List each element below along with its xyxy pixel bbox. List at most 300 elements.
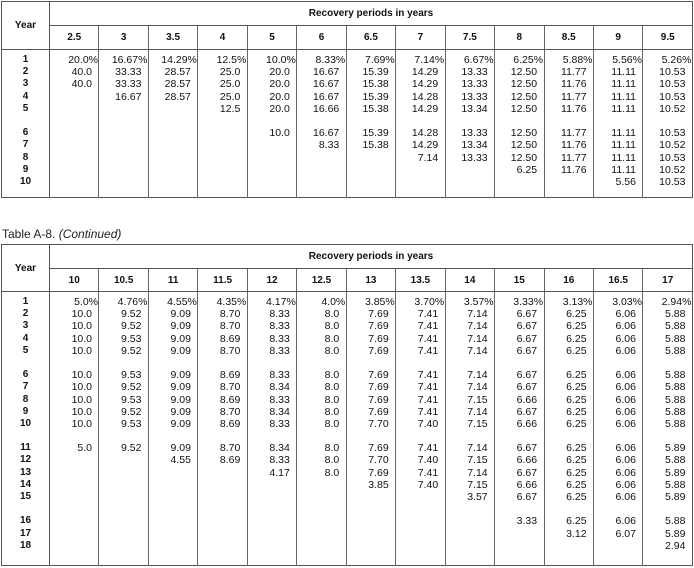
depreciation-rate-value: 10.0	[71, 393, 92, 406]
depreciation-rate-value: 9.52	[121, 308, 142, 321]
year-label: 5	[22, 102, 29, 114]
year-label: 7	[22, 139, 29, 151]
year-column-header: Year	[2, 245, 50, 292]
depreciation-rate-value: 5.88%	[562, 54, 593, 66]
depreciation-rate-value: 12.50	[510, 66, 538, 79]
depreciation-rate-value: 10.53	[659, 78, 686, 91]
depreciation-rate-value: 11.11	[611, 102, 636, 115]
year-label: 11	[20, 442, 31, 454]
depreciation-rate-value: 10.52	[659, 163, 686, 176]
depreciation-rate-value: 11.77	[561, 151, 587, 164]
depreciation-rate-value: 8.0	[324, 344, 340, 357]
period-column-header: 8.5	[544, 26, 593, 50]
depreciation-rate-value: 13.34	[461, 139, 488, 152]
depreciation-rate-value: 5.88	[665, 381, 686, 394]
depreciation-rate-value: 3.57	[467, 491, 488, 503]
depreciation-rate-value: 3.33	[516, 515, 538, 528]
period-column-header: 11.5	[198, 269, 247, 292]
depreciation-rate-value: 5.88	[665, 332, 686, 345]
depreciation-rate-value: 8.33	[269, 320, 290, 333]
depreciation-rate-value: 5.89	[665, 491, 686, 503]
depreciation-rate-value: 9.52	[121, 405, 142, 418]
period-values-column	[445, 292, 494, 566]
year-label: 9	[22, 163, 29, 175]
depreciation-rate-value: 20.0	[269, 66, 290, 79]
depreciation-rate-value: 16.67	[115, 90, 142, 103]
period-values-column	[198, 292, 247, 566]
depreciation-rate-value: 16.67	[312, 66, 340, 79]
depreciation-rate-value: 5.88	[665, 393, 686, 406]
depreciation-rate-value: 10.52	[659, 102, 686, 115]
depreciation-rate-value: 40.0	[71, 66, 92, 79]
year-label: 4	[22, 332, 29, 344]
depreciation-rate-value: 6.06	[615, 405, 636, 418]
depreciation-rate-value: 11.11	[611, 66, 636, 79]
depreciation-rate-value: 10.53	[659, 175, 686, 188]
depreciation-rate-value: 6.06	[615, 491, 636, 503]
depreciation-rate-value: 6.25	[566, 466, 587, 479]
depreciation-rate-value: 4.35%	[216, 296, 247, 308]
depreciation-rate-value: 7.70	[368, 454, 389, 467]
depreciation-rate-value: 11.11	[611, 151, 636, 164]
depreciation-rate-value: 15.39	[362, 66, 389, 79]
depreciation-rate-value: 6.67	[516, 320, 538, 333]
depreciation-rate-value: 5.88	[665, 478, 686, 491]
year-label: 1	[22, 54, 29, 65]
depreciation-rate-value: 8.0	[324, 308, 340, 321]
depreciation-rate-value: 6.67	[516, 344, 538, 357]
depreciation-rate-value: 6.06	[615, 320, 636, 333]
depreciation-rate-value: 11.76	[561, 78, 587, 91]
depreciation-rate-value: 6.06	[615, 478, 636, 491]
period-values-column	[198, 50, 247, 198]
year-label: 8	[22, 151, 29, 163]
depreciation-rate-value: 16.66	[312, 102, 340, 115]
depreciation-rate-value: 2.94	[665, 539, 686, 552]
depreciation-rate-value: 7.69	[368, 320, 389, 333]
depreciation-rate-value: 6.25	[566, 369, 587, 382]
depreciation-rate-value: 10.52	[659, 139, 686, 152]
depreciation-rate-value: 33.33	[115, 78, 142, 91]
depreciation-rate-value: 6.67%	[463, 54, 494, 66]
caption-continued: (Continued)	[58, 227, 122, 241]
depreciation-rate-value: 11.77	[561, 127, 587, 140]
depreciation-rate-value: 7.14	[467, 405, 488, 418]
depreciation-rate-value: 6.25	[566, 308, 587, 321]
depreciation-rate-value: 6.25	[566, 405, 587, 418]
depreciation-rate-value: 7.14	[467, 381, 488, 394]
depreciation-rate-value: 25.0	[219, 90, 241, 103]
depreciation-rate-value: 9.09	[170, 442, 191, 455]
depreciation-rate-value: 11.76	[561, 139, 587, 152]
depreciation-rate-value: 12.5	[219, 102, 241, 115]
depreciation-rate-value: 5.0	[77, 442, 92, 455]
depreciation-rate-value: 6.06	[615, 417, 636, 430]
period-values-column	[99, 292, 148, 566]
depreciation-rate-value: 11.11	[611, 127, 636, 140]
depreciation-rate-value: 6.67	[516, 491, 538, 503]
depreciation-rate-value: 7.41	[417, 308, 439, 321]
depreciation-rate-value: 7.15	[467, 478, 488, 491]
depreciation-rate-value: 9.53	[121, 393, 142, 406]
period-values-column	[495, 50, 544, 198]
depreciation-rate-value: 7.40	[417, 454, 439, 467]
depreciation-rate-value: 7.15	[467, 454, 488, 467]
year-label: 8	[22, 393, 29, 405]
period-values-column	[643, 50, 693, 198]
year-label: 12	[19, 454, 32, 466]
depreciation-rate-value: 4.0%	[321, 296, 346, 308]
year-column	[2, 50, 50, 198]
depreciation-rate-value: 5.88	[665, 454, 686, 467]
depreciation-rate-value: 7.15	[467, 417, 488, 430]
depreciation-rate-value: 7.41	[417, 405, 439, 418]
depreciation-rate-value: 4.17	[269, 466, 290, 479]
depreciation-rate-value: 10.53	[659, 127, 686, 140]
depreciation-rate-value: 5.26%	[661, 54, 692, 66]
depreciation-rate-value: 6.06	[615, 466, 636, 479]
year-label: 3	[22, 320, 29, 332]
depreciation-rate-value: 5.89	[665, 442, 686, 455]
depreciation-rate-value: 10.0	[71, 344, 92, 357]
depreciation-rate-value: 6.25	[566, 515, 587, 528]
depreciation-rate-value: 7.15	[467, 393, 488, 406]
period-column-header: 3.5	[148, 26, 197, 50]
depreciation-rate-value: 14.29	[411, 66, 439, 79]
depreciation-rate-value: 6.25	[566, 491, 587, 503]
depreciation-rate-value: 8.70	[219, 308, 241, 321]
depreciation-rate-value: 9.09	[170, 405, 191, 418]
depreciation-rate-value: 6.67	[516, 332, 538, 345]
depreciation-rate-value: 7.14%	[414, 54, 445, 66]
depreciation-rate-value: 8.70	[219, 344, 241, 357]
depreciation-rate-value: 9.52	[121, 381, 142, 394]
depreciation-rate-value: 10.0	[71, 332, 92, 345]
depreciation-rate-value: 7.14	[417, 151, 439, 164]
depreciation-rate-value: 2.94%	[661, 296, 692, 308]
depreciation-rate-value: 11.76	[561, 102, 587, 115]
depreciation-rate-value: 9.52	[121, 344, 142, 357]
depreciation-rate-value: 5.56	[615, 175, 636, 188]
depreciation-rate-value: 9.53	[121, 417, 142, 430]
depreciation-rate-value: 13.33	[461, 151, 488, 164]
depreciation-rate-value: 13.33	[461, 127, 488, 140]
depreciation-rate-value: 10.0	[71, 369, 92, 382]
depreciation-rate-value: 7.41	[417, 320, 439, 333]
period-column-header: 8	[495, 26, 544, 50]
depreciation-rate-value: 9.09	[170, 308, 191, 321]
recovery-periods-header: Recovery periods in years	[50, 245, 693, 269]
depreciation-rate-value: 13.33	[461, 66, 488, 79]
year-label: 6	[22, 127, 29, 139]
depreciation-rate-value: 10.53	[659, 151, 686, 164]
depreciation-rate-value: 10.53	[659, 90, 686, 103]
period-values-column	[247, 50, 296, 198]
depreciation-table-part2	[1, 244, 693, 566]
depreciation-rate-value: 6.67	[516, 442, 538, 455]
depreciation-rate-value: 8.70	[219, 381, 241, 394]
depreciation-rate-value: 5.88	[665, 308, 686, 321]
depreciation-rate-value: 7.41	[417, 393, 439, 406]
depreciation-rate-value: 3.12	[566, 527, 587, 540]
depreciation-rate-value: 14.29%	[161, 54, 197, 66]
depreciation-rate-value: 8.33	[269, 393, 290, 406]
year-label: 2	[22, 66, 29, 78]
depreciation-rate-value: 14.29	[411, 102, 439, 115]
depreciation-rate-value: 28.57	[164, 90, 191, 103]
depreciation-rate-value: 11.11	[611, 139, 636, 152]
depreciation-rate-value: 6.25	[566, 332, 587, 345]
depreciation-rate-value: 12.50	[510, 127, 538, 140]
depreciation-rate-value: 6.66	[516, 478, 538, 491]
depreciation-rate-value: 8.33	[269, 454, 290, 467]
year-label: 7	[22, 381, 29, 393]
period-column-header: 11	[148, 269, 197, 292]
depreciation-rate-value: 6.25	[566, 320, 587, 333]
depreciation-rate-value: 8.69	[219, 417, 241, 430]
depreciation-rate-value: 9.09	[170, 332, 191, 345]
period-column-header: 2.5	[50, 26, 99, 50]
depreciation-rate-value: 6.25	[566, 381, 587, 394]
depreciation-rate-value: 12.50	[510, 78, 538, 91]
depreciation-rate-value: 7.41	[417, 381, 439, 394]
year-label: 15	[19, 491, 32, 502]
depreciation-rate-value: 6.07	[615, 527, 636, 540]
period-column-header: 7.5	[445, 26, 494, 50]
depreciation-rate-value: 11.76	[561, 163, 587, 176]
depreciation-rate-value: 6.25	[566, 454, 587, 467]
period-values-column	[346, 292, 395, 566]
depreciation-rate-value: 4.55	[170, 454, 191, 467]
year-column	[2, 292, 50, 566]
depreciation-rate-value: 6.66	[516, 454, 538, 467]
depreciation-rate-value: 12.50	[510, 151, 538, 164]
depreciation-rate-value: 6.67	[516, 466, 538, 479]
depreciation-rate-value: 15.39	[362, 90, 389, 103]
year-label: 16	[19, 515, 32, 527]
recovery-periods-header: Recovery periods in years	[50, 2, 693, 26]
depreciation-rate-value: 5.0%	[74, 296, 98, 308]
depreciation-rate-value: 8.0	[324, 393, 340, 406]
depreciation-rate-value: 10.53	[659, 66, 686, 79]
period-values-column	[544, 50, 593, 198]
year-label: 9	[22, 405, 29, 417]
depreciation-rate-value: 15.38	[362, 139, 389, 152]
year-label: 10	[19, 175, 32, 187]
depreciation-rate-value: 8.69	[219, 332, 241, 345]
depreciation-rate-value: 6.25	[566, 478, 587, 491]
period-column-header: 13.5	[396, 269, 445, 292]
depreciation-rate-value: 6.66	[516, 393, 538, 406]
depreciation-rate-value: 7.40	[417, 478, 439, 491]
depreciation-rate-value: 8.0	[324, 442, 340, 455]
depreciation-rate-value: 5.89	[665, 466, 686, 479]
depreciation-rate-value: 9.53	[121, 369, 142, 382]
depreciation-rate-value: 10.0	[71, 308, 92, 321]
year-label: 2	[22, 308, 29, 320]
depreciation-rate-value: 10.0	[71, 417, 92, 430]
depreciation-rate-value: 8.69	[219, 393, 241, 406]
depreciation-rate-value: 7.69	[368, 381, 389, 394]
depreciation-rate-value: 3.03%	[612, 296, 642, 308]
period-values-column	[643, 292, 693, 566]
depreciation-rate-value: 7.41	[417, 442, 439, 455]
depreciation-rate-value: 20.0%	[68, 54, 98, 66]
period-values-column	[297, 292, 346, 566]
depreciation-rate-value: 8.34	[269, 405, 290, 418]
depreciation-rate-value: 5.88	[665, 515, 686, 528]
depreciation-rate-value: 6.25	[566, 393, 587, 406]
depreciation-rate-value: 4.55%	[167, 296, 197, 308]
depreciation-rate-value: 9.09	[170, 369, 191, 382]
depreciation-rate-value: 9.09	[170, 417, 191, 430]
year-label: 17	[19, 527, 32, 539]
depreciation-rate-value: 6.66	[516, 417, 538, 430]
period-values-column	[396, 292, 445, 566]
depreciation-rate-value: 6.06	[615, 332, 636, 345]
depreciation-rate-value: 3.33%	[513, 296, 544, 308]
depreciation-rate-value: 9.09	[170, 381, 191, 394]
depreciation-rate-value: 8.69	[219, 369, 241, 382]
depreciation-rate-value: 16.67%	[111, 54, 148, 66]
depreciation-rate-value: 8.0	[324, 369, 340, 382]
period-values-column	[495, 292, 544, 566]
depreciation-rate-value: 8.33	[269, 308, 290, 321]
depreciation-rate-value: 25.0	[219, 78, 241, 91]
depreciation-rate-value: 8.69	[219, 454, 241, 467]
depreciation-rate-value: 3.70%	[414, 296, 445, 308]
period-values-column	[346, 50, 395, 198]
year-label: 3	[22, 78, 29, 90]
period-column-header: 6	[297, 26, 346, 50]
depreciation-rate-value: 8.0	[324, 332, 340, 345]
depreciation-rate-value: 8.0	[324, 454, 340, 467]
depreciation-rate-value: 15.38	[362, 102, 389, 115]
period-values-column	[544, 292, 593, 566]
depreciation-rate-value: 9.52	[121, 442, 142, 455]
depreciation-rate-value: 5.56%	[612, 54, 642, 66]
table-caption	[2, 227, 121, 241]
depreciation-rate-value: 7.41	[417, 466, 439, 479]
depreciation-rate-value: 10.0	[71, 320, 92, 333]
depreciation-rate-value: 10.0	[71, 405, 92, 418]
depreciation-rate-value: 9.09	[170, 320, 191, 333]
depreciation-rate-value: 13.33	[461, 90, 488, 103]
depreciation-rate-value: 6.06	[615, 442, 636, 455]
depreciation-rate-value: 12.5%	[216, 54, 247, 66]
period-values-column	[50, 50, 99, 198]
depreciation-rate-value: 28.57	[164, 66, 191, 79]
depreciation-rate-value: 6.25%	[513, 54, 544, 66]
depreciation-rate-value: 11.11	[611, 78, 636, 91]
depreciation-rate-value: 15.39	[362, 127, 389, 140]
depreciation-rate-value: 10.0	[269, 127, 290, 140]
depreciation-rate-value: 8.0	[324, 320, 340, 333]
year-label: 1	[22, 296, 29, 307]
depreciation-rate-value: 7.69	[368, 308, 389, 321]
depreciation-rate-value: 28.57	[164, 78, 191, 91]
period-values-column	[50, 292, 99, 566]
depreciation-rate-value: 14.29	[411, 78, 439, 91]
depreciation-rate-value: 8.33	[269, 332, 290, 345]
year-label: 6	[22, 369, 29, 381]
year-column-header: Year	[2, 2, 50, 50]
period-column-header: 14	[445, 269, 494, 292]
depreciation-rate-value: 7.14	[467, 308, 488, 321]
period-values-column	[148, 292, 197, 566]
depreciation-rate-value: 7.69	[368, 466, 389, 479]
depreciation-rate-value: 16.67	[312, 78, 340, 91]
depreciation-rate-value: 7.14	[467, 442, 488, 455]
period-column-header: 17	[643, 269, 693, 292]
year-label: 18	[19, 539, 32, 551]
depreciation-rate-value: 33.33	[115, 66, 142, 79]
depreciation-rate-value: 14.28	[411, 127, 439, 140]
depreciation-rate-value: 8.33	[269, 344, 290, 357]
depreciation-rate-value: 8.33	[269, 417, 290, 430]
period-values-column	[445, 50, 494, 198]
depreciation-rate-value: 12.50	[510, 90, 538, 103]
period-column-header: 3	[99, 26, 148, 50]
depreciation-rate-value: 7.69	[368, 393, 389, 406]
depreciation-rate-value: 8.33	[269, 369, 290, 382]
year-label: 10	[19, 417, 32, 429]
depreciation-rate-value: 8.0	[324, 466, 340, 479]
depreciation-rate-value: 6.67	[516, 308, 538, 321]
depreciation-rate-value: 6.67	[516, 405, 538, 418]
depreciation-rate-value: 7.69	[368, 344, 389, 357]
depreciation-rate-value: 6.25	[566, 417, 587, 430]
depreciation-rate-value: 8.0	[324, 381, 340, 394]
period-values-column	[297, 50, 346, 198]
depreciation-rate-value: 5.88	[665, 344, 686, 357]
period-column-header: 10	[50, 269, 99, 292]
depreciation-rate-value: 9.53	[121, 332, 142, 345]
depreciation-rate-value: 12.50	[510, 139, 538, 152]
period-column-header: 16.5	[593, 269, 642, 292]
period-column-header: 16	[544, 269, 593, 292]
depreciation-rate-value: 8.0	[324, 405, 340, 418]
depreciation-rate-value: 7.41	[417, 332, 439, 345]
depreciation-rate-value: 11.11	[611, 90, 636, 103]
depreciation-rate-value: 7.69	[368, 332, 389, 345]
depreciation-rate-value: 10.0	[71, 381, 92, 394]
depreciation-rate-value: 5.88	[665, 369, 686, 382]
depreciation-rate-value: 6.67	[516, 381, 538, 394]
period-values-column	[593, 292, 642, 566]
depreciation-rate-value: 3.85%	[364, 296, 395, 308]
depreciation-rate-value: 8.70	[219, 405, 241, 418]
depreciation-rate-value: 7.69%	[364, 54, 395, 66]
depreciation-rate-value: 9.09	[170, 344, 191, 357]
depreciation-rate-value: 20.0	[269, 90, 290, 103]
depreciation-rate-value: 40.0	[71, 78, 92, 91]
year-label: 13	[19, 466, 32, 478]
depreciation-rate-value: 4.76%	[117, 296, 148, 308]
depreciation-rate-value: 5.88	[665, 405, 686, 418]
period-values-column	[593, 50, 642, 198]
depreciation-rate-value: 14.28	[411, 90, 439, 103]
depreciation-rate-value: 7.41	[417, 344, 439, 357]
depreciation-rate-value: 6.67	[516, 369, 538, 382]
depreciation-rate-value: 13.34	[461, 102, 488, 115]
period-column-header: 9.5	[643, 26, 693, 50]
depreciation-rate-value: 15.38	[362, 78, 389, 91]
depreciation-rate-value: 5.88	[665, 320, 686, 333]
depreciation-rate-value: 7.40	[417, 417, 439, 430]
depreciation-rate-value: 6.06	[615, 344, 636, 357]
depreciation-rate-value: 6.25	[516, 163, 538, 176]
